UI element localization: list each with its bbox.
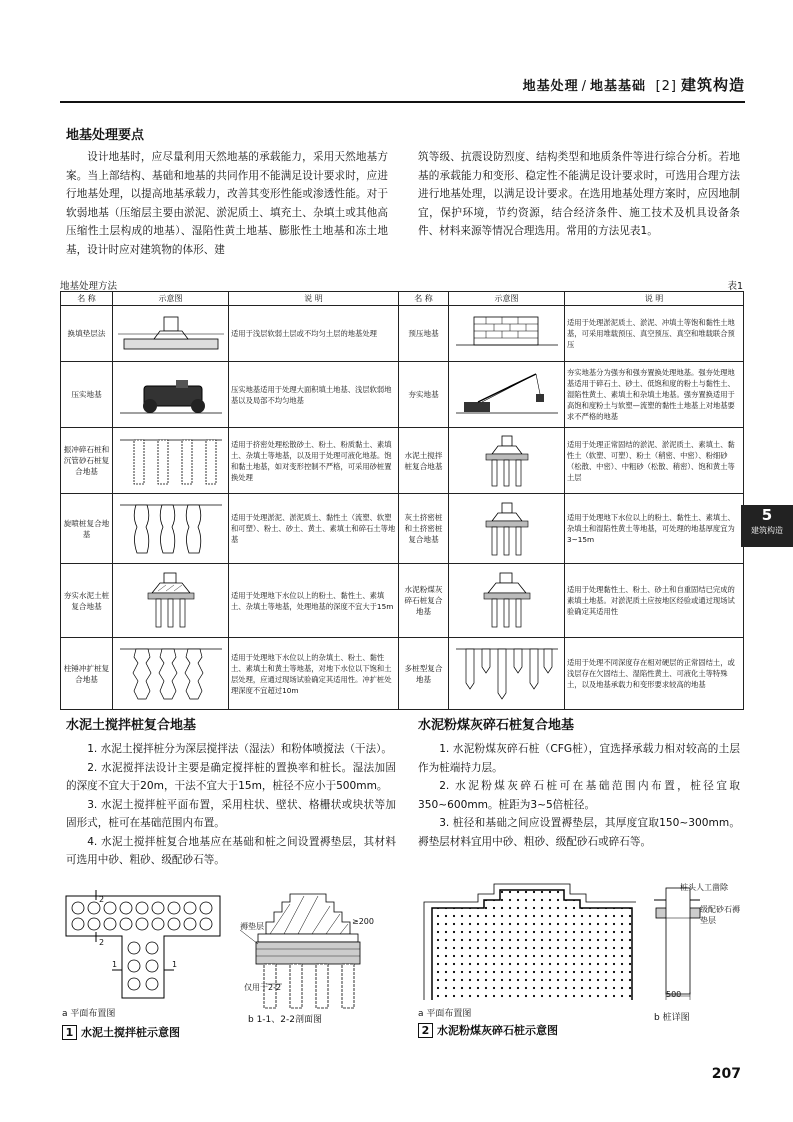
stone-column-diagram [116, 432, 226, 490]
chapter-number: 5 [761, 506, 773, 524]
method-desc: 适用于处理正常固结的淤泥、淤泥质土、素填土、黏性土（软塑、可塑）、粉土（稍密、中密）、粉细砂（松散、中密）、中粗砂（松散、稍密）、饱和黄土等土层 [565, 428, 744, 494]
diagram-cell [449, 306, 565, 362]
method-desc: 适用于浅层软弱土层或不均匀土层的地基处理 [229, 306, 399, 362]
cfg-pile-plan-figure [418, 880, 638, 1005]
method-name: 预压地基 [399, 306, 449, 362]
dynamic-compaction-crane-diagram [452, 366, 562, 424]
section-title-cfg-pile: 水泥粉煤灰碎石桩复合地基 [418, 718, 575, 733]
method-desc: 适用于处理不同深度存在相对硬层的正常固结土，或浅层存在欠固结土、湿陷性黄土、可液化土等特殊土，以及地基承载力和变形要求较高的地基 [565, 638, 744, 710]
col-header: 示意图 [449, 292, 565, 306]
header-part3: 建筑构造 [680, 76, 745, 94]
method-desc: 适用于处理地下水位以上的杂填土、粉土、黏性土、素填土和黄土等地基，对地下水位以下饱和土层处理，应通过现场试验确定其适用性。冲扩桩处理深度不宜超过10m [229, 638, 399, 710]
method-name: 水泥粉煤灰碎石桩复合地基 [399, 564, 449, 638]
mixing-pile-item: 3. 水泥土搅拌桩平面布置，采用柱状、壁状、格栅状或块状等加固形式，桩可在基础范围内布置。 [66, 798, 396, 829]
method-name: 旋喷桩复合地基 [61, 494, 113, 564]
table-row [61, 362, 744, 428]
cfg-pile-item: 1. 水泥粉煤灰碎石桩（CFG桩），宜选择承载力相对较高的土层作为桩端持力层。 [418, 743, 740, 774]
table-row [61, 306, 744, 362]
diagram-cell [113, 362, 229, 428]
method-name: 压实地基 [61, 362, 113, 428]
section-mark-2-bottom: 2 [99, 938, 105, 947]
diagram-cell [113, 638, 229, 710]
table-title: 地基处理方法 [60, 281, 118, 292]
fig2-label-cushion: 级配砂石褥垫层 [700, 905, 740, 925]
table-row [61, 564, 744, 638]
diagram-cell [113, 494, 229, 564]
method-desc: 压实地基适用于处理大面积填土地基、浅层软弱地基以及局部不均匀地基 [229, 362, 399, 428]
intro-right-text: 筑等级、抗震设防烈度、结构类型和地质条件等进行综合分析。若地基的承载能力和变形、稳定性不能满足设计要求时，可选用合理方法进行地基处理，以满足设计要求。在选用地基处理方案时，应因地制宜，保护环境，节约资源，结合经济条件、施工技术及机具设备条件、材料来源等情况合理选用。常用的方法见表1。 [418, 151, 740, 237]
diagram-cell [113, 564, 229, 638]
figure-2-number: 2 [418, 1023, 433, 1038]
cushion-layer-diagram [116, 309, 226, 359]
cfg-pile-diagram [452, 569, 562, 633]
intro-left-text: 设计地基时，应尽量利用天然地基的承载能力，采用天然地基方案。当上部结构、基础和地基的共同作用不能满足设计要求时，应进行地基处理，以提高地基承载力，改善其变形性能或渗透性能。对于软弱地基（压缩层主要由淤泥、淤泥质土、填充土、杂填土或其他高压缩性土层构成的地基）、湿陷性黄土地基、膨胀性土地基和冻土地基，设计时应对建筑物的体形、建 [66, 151, 388, 256]
fig2-label-top: 桩头人工凿除 [680, 883, 728, 892]
col-header: 说 明 [229, 292, 399, 306]
method-name: 灰土挤密桩和土挤密桩复合地基 [399, 494, 449, 564]
col-header: 名 称 [61, 292, 113, 306]
method-name: 换填垫层法 [61, 306, 113, 362]
diagram-cell [113, 428, 229, 494]
methods-table [60, 291, 744, 710]
intro-right-column [418, 148, 740, 241]
method-name: 振冲碎石桩和沉管砂石桩复合地基 [61, 428, 113, 494]
chapter-label: 建筑构造 [751, 526, 783, 535]
table-number: 表1 [727, 281, 743, 292]
intro-left-column [66, 148, 388, 259]
method-name: 夯实地基 [399, 362, 449, 428]
col-header: 说 明 [565, 292, 744, 306]
diagram-cell [449, 428, 565, 494]
method-desc: 适用于挤密处理松散砂土、粉土、粉质黏土、素填土、杂填土等地基，以及用于处理可液化地基。饱和黏土地基，如对变形控制不严格，可采用砂桩置换处理 [229, 428, 399, 494]
cfg-pile-item: 2. 水泥粉煤灰碎石桩可在基础范围内布置，桩径宜取350~600mm。桩距为3~5倍桩径。 [418, 780, 740, 811]
figure-2-caption [418, 1022, 558, 1038]
diagram-cell [449, 362, 565, 428]
rammed-cement-soil-pile-diagram [116, 569, 226, 633]
running-header: 地基处理 / 地基基础 [2] 建筑构造 [522, 76, 745, 94]
method-name: 柱锤冲扩桩复合地基 [61, 638, 113, 710]
jet-grouting-diagram [116, 499, 226, 559]
method-desc: 适用于处理黏性土、粉土、砂土和自重固结已完成的素填土地基。对淤泥质土应按地区经验或通过现场试验确定其适用性 [565, 564, 744, 638]
cfg-pile-item: 3. 桩径和基础之间应设置褥垫层，其厚度宜取150~300mm。褥垫层材料宜用中砂、粗砂、级配砂石或碎石等。 [418, 817, 740, 848]
mixing-pile-item: 1. 水泥土搅拌桩分为深层搅拌法（湿法）和粉体喷搅法（干法）。 [87, 743, 392, 755]
figure-1-caption [62, 1024, 180, 1040]
method-name: 多桩型复合地基 [399, 638, 449, 710]
table-header-row [61, 292, 744, 306]
header-rule [60, 101, 745, 103]
table-row [61, 428, 744, 494]
diagram-cell [449, 494, 565, 564]
method-desc: 适用于处理地下水位以上的粉土、黏性土、素填土、杂填土等地基，处理地基的深度不宜大于15m [229, 564, 399, 638]
col-header: 示意图 [113, 292, 229, 306]
method-name: 夯实水泥土桩复合地基 [61, 564, 113, 638]
header-part1: 地基处理 [522, 79, 579, 94]
header-bracket: [2] [655, 79, 677, 94]
mixing-pile-text [66, 740, 396, 870]
method-desc: 夯实地基分为强夯和强夯置换处理地基。强夯处理地基适用于碎石土、砂土、低饱和度的粉土与黏性土、湿陷性黄土、素填土和杂填土地基。强夯置换适用于高饱和度粉土与软塑—流塑的黏性土地基上对地基要求不严格的地基 [565, 362, 744, 428]
chapter-tab [741, 505, 793, 547]
section-mark-1-left: 1 [112, 960, 118, 969]
fig2-caption-b: b 桩详图 [654, 1013, 690, 1023]
hammer-expansion-pile-diagram [116, 643, 226, 705]
diagram-cell [449, 638, 565, 710]
mixing-pile-diagram [452, 432, 562, 490]
header-part2: 地基基础 [590, 79, 647, 94]
page-number: 207 [711, 1066, 741, 1082]
section-title-mixing-pile: 水泥土搅拌桩复合地基 [66, 718, 197, 733]
mixing-pile-plan-figure [62, 890, 227, 1010]
fig1-only-22-note: 仅用于2-2 [244, 983, 282, 992]
mixing-pile-item: 4. 水泥土搅拌桩复合地基应在基础和桩之间设置褥垫层，其材料可选用中砂、粗砂、级配砂石等。 [66, 835, 396, 866]
section-mark-2-top: 2 [99, 895, 105, 904]
section-mark-1-right: 1 [172, 960, 178, 969]
figure-1-number: 1 [62, 1025, 77, 1040]
multi-pile-diagram [452, 643, 562, 705]
method-desc: 适用于处理淤泥、淤泥质土、黏性土（流塑、软塑和可塑）、粉土、砂土、黄土、素填土和碎石土等地基 [229, 494, 399, 564]
fig1-caption-b: b 1-1、2-2剖面图 [248, 1015, 322, 1025]
section-title-main: 地基处理要点 [66, 128, 145, 143]
method-desc: 适用于处理淤泥质土、淤泥、冲填土等饱和黏性土地基，可采用堆载预压、真空预压、真空和堆载联合预压 [565, 306, 744, 362]
lime-soil-pile-diagram [452, 499, 562, 559]
method-desc: 适用于处理地下水位以上的粉土、黏性土、素填土、杂填土和湿陷性黄土等地基，可处理的地基厚度宜为3~15m [565, 494, 744, 564]
compactor-diagram [116, 366, 226, 424]
cfg-pile-text [418, 740, 740, 851]
method-name: 水泥土搅拌桩复合地基 [399, 428, 449, 494]
fig1-dim-200: ≥200 [352, 917, 374, 926]
col-header: 名 称 [399, 292, 449, 306]
fig1-caption-a: a 平面布置图 [62, 1009, 116, 1019]
fig2-dim-500: 500 [666, 990, 682, 999]
figure-1-title: 水泥土搅拌桩示意图 [81, 1026, 180, 1039]
table-row [61, 494, 744, 564]
fig1-cushion-label: 褥垫层 [240, 922, 264, 931]
diagram-cell [449, 564, 565, 638]
figure-2-title: 水泥粉煤灰碎石桩示意图 [437, 1024, 558, 1037]
mixing-pile-section-figure [230, 888, 395, 1013]
table-row [61, 638, 744, 710]
fig2-caption-a: a 平面布置图 [418, 1009, 472, 1019]
preload-diagram [452, 309, 562, 359]
diagram-cell [113, 306, 229, 362]
mixing-pile-item: 2. 水泥搅拌法设计主要是确定搅拌桩的置换率和桩长。湿法加固的深度不宜大于20m，干法不宜大于15m，桩径不应小于500mm。 [66, 761, 396, 792]
